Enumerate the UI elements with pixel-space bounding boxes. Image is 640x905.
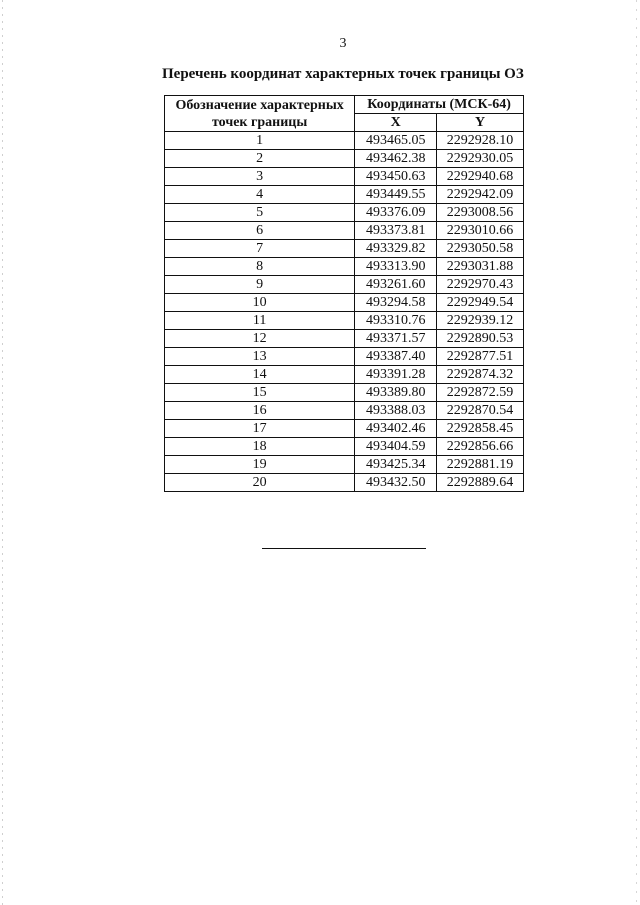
- table-body: [165, 132, 524, 492]
- point-number-cell: 3: [165, 168, 355, 186]
- x-coordinate-cell: 493404.59: [355, 438, 437, 456]
- x-coordinate-cell: 493450.63: [355, 168, 437, 186]
- y-coordinate-cell: 2292928.10: [437, 132, 524, 150]
- point-number-cell: 1: [165, 132, 355, 150]
- table-row: [165, 348, 524, 366]
- y-coordinate-cell: 2293010.66: [437, 222, 524, 240]
- point-number-cell: 14: [165, 366, 355, 384]
- x-coordinate-cell: 493388.03: [355, 402, 437, 420]
- point-designation-header: Обозначение характерных точек границы: [165, 96, 355, 132]
- x-coordinate-cell: 493391.28: [355, 366, 437, 384]
- coordinates-table: [164, 95, 524, 492]
- point-number-cell: 15: [165, 384, 355, 402]
- y-coordinate-cell: 2292942.09: [437, 186, 524, 204]
- point-number-cell: 2: [165, 150, 355, 168]
- x-coordinate-cell: 493261.60: [355, 276, 437, 294]
- point-number-cell: 17: [165, 420, 355, 438]
- x-coordinate-cell: 493449.55: [355, 186, 437, 204]
- y-column-header: Y: [437, 114, 524, 132]
- table-row: [165, 186, 524, 204]
- page-number: 3: [339, 36, 347, 51]
- y-coordinate-cell: 2292874.32: [437, 366, 524, 384]
- table-row: [165, 384, 524, 402]
- point-number-cell: 4: [165, 186, 355, 204]
- x-coordinate-cell: 493465.05: [355, 132, 437, 150]
- point-number-cell: 20: [165, 474, 355, 492]
- table-row: [165, 312, 524, 330]
- y-coordinate-cell: 2292930.05: [437, 150, 524, 168]
- x-coordinate-cell: 493432.50: [355, 474, 437, 492]
- point-number-cell: 6: [165, 222, 355, 240]
- table-row: [165, 438, 524, 456]
- y-coordinate-cell: 2292870.54: [437, 402, 524, 420]
- table-row: [165, 276, 524, 294]
- y-coordinate-cell: 2293050.58: [437, 240, 524, 258]
- table-row: [165, 204, 524, 222]
- table-row: [165, 132, 524, 150]
- table-row: [165, 240, 524, 258]
- table-header: [165, 96, 524, 132]
- point-number-cell: 5: [165, 204, 355, 222]
- point-number-cell: 10: [165, 294, 355, 312]
- point-number-cell: 18: [165, 438, 355, 456]
- x-coordinate-cell: 493373.81: [355, 222, 437, 240]
- point-number-cell: 9: [165, 276, 355, 294]
- x-coordinate-cell: 493371.57: [355, 330, 437, 348]
- table-row: [165, 456, 524, 474]
- x-coordinate-cell: 493387.40: [355, 348, 437, 366]
- point-number-cell: 11: [165, 312, 355, 330]
- x-column-header: X: [355, 114, 437, 132]
- y-coordinate-cell: 2292949.54: [437, 294, 524, 312]
- x-coordinate-cell: 493310.76: [355, 312, 437, 330]
- document-title: Перечень координат характерных точек границы ОЗ: [162, 66, 524, 82]
- table-row: [165, 402, 524, 420]
- table-row: [165, 294, 524, 312]
- table-row: [165, 168, 524, 186]
- table-row: [165, 366, 524, 384]
- point-number-cell: 8: [165, 258, 355, 276]
- y-coordinate-cell: 2292940.68: [437, 168, 524, 186]
- x-coordinate-cell: 493389.80: [355, 384, 437, 402]
- x-coordinate-cell: 493402.46: [355, 420, 437, 438]
- y-coordinate-cell: 2292877.51: [437, 348, 524, 366]
- y-coordinate-cell: 2292889.64: [437, 474, 524, 492]
- x-coordinate-cell: 493462.38: [355, 150, 437, 168]
- table-row: [165, 150, 524, 168]
- table-row: [165, 330, 524, 348]
- table-row: [165, 258, 524, 276]
- y-coordinate-cell: 2293008.56: [437, 204, 524, 222]
- y-coordinate-cell: 2292856.66: [437, 438, 524, 456]
- x-coordinate-cell: 493376.09: [355, 204, 437, 222]
- point-number-cell: 7: [165, 240, 355, 258]
- y-coordinate-cell: 2292881.19: [437, 456, 524, 474]
- y-coordinate-cell: 2292970.43: [437, 276, 524, 294]
- table-row: [165, 420, 524, 438]
- point-number-cell: 16: [165, 402, 355, 420]
- scan-edge-right: [636, 0, 637, 905]
- x-coordinate-cell: 493329.82: [355, 240, 437, 258]
- closing-rule: [262, 548, 426, 549]
- point-number-cell: 19: [165, 456, 355, 474]
- x-coordinate-cell: 493313.90: [355, 258, 437, 276]
- y-coordinate-cell: 2292872.59: [437, 384, 524, 402]
- table-row: [165, 222, 524, 240]
- x-coordinate-cell: 493425.34: [355, 456, 437, 474]
- y-coordinate-cell: 2293031.88: [437, 258, 524, 276]
- y-coordinate-cell: 2292939.12: [437, 312, 524, 330]
- point-number-cell: 13: [165, 348, 355, 366]
- point-number-cell: 12: [165, 330, 355, 348]
- y-coordinate-cell: 2292858.45: [437, 420, 524, 438]
- y-coordinate-cell: 2292890.53: [437, 330, 524, 348]
- table-row: [165, 474, 524, 492]
- coordinates-header: Координаты (МСК-64): [355, 96, 524, 114]
- scan-edge-left: [2, 0, 3, 905]
- x-coordinate-cell: 493294.58: [355, 294, 437, 312]
